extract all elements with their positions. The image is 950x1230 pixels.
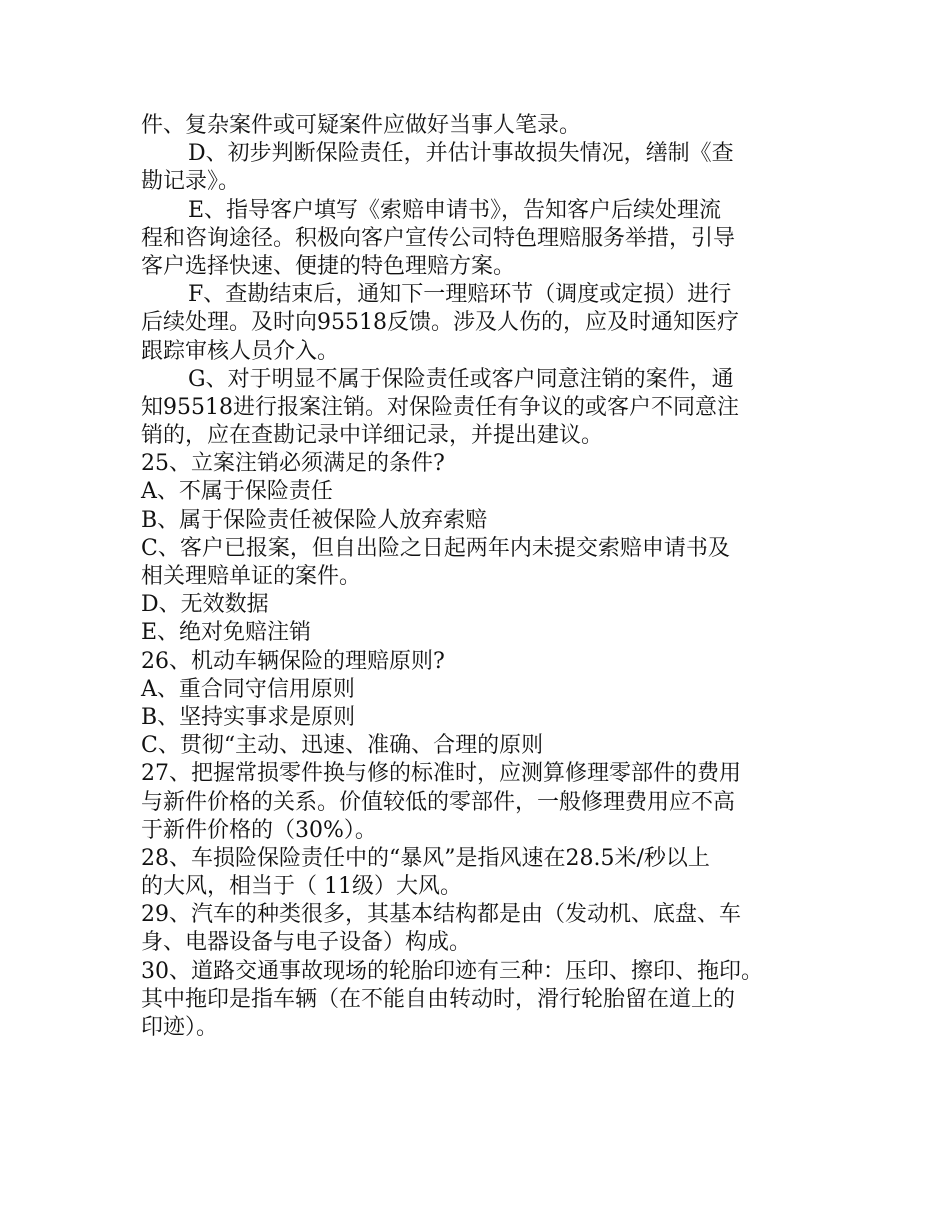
text-line: 销的，应在查勘记录中详细记录，并提出建议。: [141, 423, 604, 449]
text-line: 25、立案注销必须满足的条件?: [141, 451, 445, 477]
text-line: 与新件价格的关系。价值较低的零部件，一般修理费用应不高: [141, 789, 736, 815]
text-line: 后续处理。及时向95518反馈。涉及人伤的，应及时通知医疗: [141, 310, 739, 336]
text-line: 其中拖印是指车辆（在不能自由转动时，滑行轮胎留在道上的: [141, 986, 736, 1012]
text-line: 印迹）。: [141, 1015, 219, 1040]
document-page: [141, 112, 841, 1042]
text-line: 跟踪审核人员介入。: [141, 338, 340, 364]
text-line: 客户选择快速、便捷的特色理赔方案。: [141, 253, 516, 279]
text-line: 的大风，相当于（ 11级）大风。: [141, 874, 462, 900]
text-line: A、不属于保险责任: [141, 479, 333, 505]
text-line: F、查勘结束后，通知下一理赔环节（调度或定损）进行: [188, 282, 732, 308]
text-line: B、坚持实事求是原则: [141, 704, 356, 730]
text-line: 知95518进行报案注销。对保险责任有争议的或客户不同意注: [141, 394, 739, 420]
text-line: C、贯彻“主动、迅速、准确、合理的原则: [141, 733, 544, 759]
text-line: 身、电器设备与电子设备）构成。: [141, 930, 472, 956]
text-line: 26、机动车辆保险的理赔原则?: [141, 648, 445, 674]
text-line: 27、把握常损零件换与修的标准时，应测算修理零部件的费用: [141, 761, 741, 787]
text-line: A、重合同守信用原则: [141, 676, 355, 702]
text-line: 程和咨询途径。积极向客户宣传公司特色理赔服务举措，引导: [141, 225, 736, 251]
text-line: 30、道路交通事故现场的轮胎印迹有三种：压印、擦印、拖印。: [141, 958, 763, 984]
text-line: 勘记录》。: [141, 169, 241, 195]
text-line: G、对于明显不属于保险责任或客户同意注销的案件，通: [188, 366, 734, 392]
text-line: 相关理赔单证的案件。: [141, 564, 362, 589]
text-line: 于新件价格的（30%）。: [141, 817, 377, 843]
text-line: D、无效数据: [141, 592, 269, 618]
text-line: E、绝对免赔注销: [141, 620, 312, 646]
text-line: D、初步判断保险责任，并估计事故损失情况，缮制《查: [188, 141, 734, 167]
text-line: C、客户已报案，但自出险之日起两年内未提交索赔申请书及: [141, 535, 730, 561]
text-line: B、属于保险责任被保险人放弃索赔: [141, 507, 488, 533]
text-line: E、指导客户填写《索赔申请书》，告知客户后续处理流: [188, 197, 722, 223]
text-line: 件、复杂案件或可疑案件应做好当事人笔录。: [141, 113, 582, 138]
text-line: 29、汽车的种类很多，其基本结构都是由（发动机、底盘、车: [141, 902, 741, 928]
text-line: 28、车损险保险责任中的“暴风”是指风速在28.5米/秒以上: [141, 845, 710, 871]
